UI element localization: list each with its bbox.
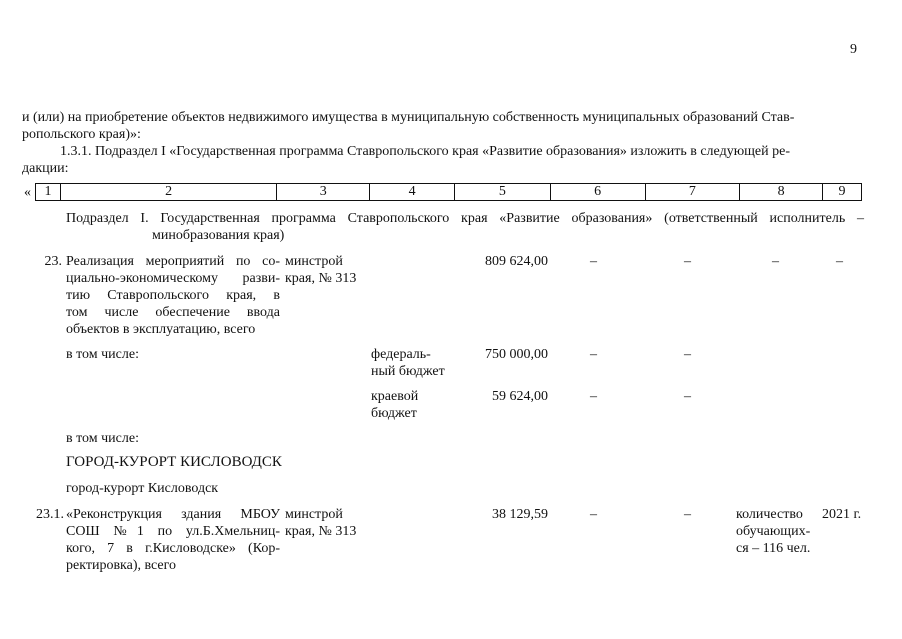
row-23-col6: –: [590, 254, 597, 269]
column-number-8: 8: [740, 184, 823, 200]
column-number-6: 6: [551, 184, 646, 200]
row-23-1-name-line-4: ректировка), всего: [66, 558, 177, 573]
federal-source-line-2: ный бюджет: [371, 364, 445, 379]
subsection-title-line-1: Подраздел I. Государственная программа Ставропольского края «Развитие образования» (ответственный исполнитель –: [66, 211, 864, 226]
row-23-executor: [285, 253, 369, 287]
subsection-title-line-2: минобразования края): [152, 228, 285, 243]
row-23-name-line-4: том числе обеспечение ввода: [66, 305, 280, 320]
regional-source-line-2: бюджет: [371, 406, 417, 421]
row-23-1-col6: –: [590, 507, 597, 522]
row-23-1-number: 23.1.: [36, 507, 64, 522]
column-number-1: 1: [36, 184, 61, 200]
column-number-9: 9: [838, 184, 846, 199]
table-open-quote: «: [24, 185, 31, 200]
row-23-1-indicator-line-3: ся – 116 чел.: [736, 541, 811, 556]
regional-col7: –: [684, 389, 691, 404]
row-23-name-line-2: циально-экономическому разви-: [66, 271, 280, 286]
row-23-1-executor: [285, 506, 369, 540]
column-number-header: [35, 183, 862, 201]
intro-line-1: и (или) на приобретение объектов недвижимого имущества в муниципальную собственность муниципальных образований Став-: [22, 110, 795, 125]
column-number-7: 7: [646, 184, 741, 200]
row-23-col9: –: [836, 254, 843, 269]
federal-col6: –: [590, 347, 597, 362]
row-23-1-indicator-line-1: количество: [736, 507, 803, 522]
column-number-3: 3: [277, 184, 370, 200]
federal-amount: 750 000,00: [485, 347, 548, 362]
row-23-name-line-5: объектов в эксплуатацию, всего: [66, 322, 256, 337]
intro-line-4: дакции:: [22, 161, 69, 176]
row-23-1-amount: 38 129,59: [492, 507, 548, 522]
row-23-name-line-1: Реализация мероприятий по со-: [66, 254, 280, 269]
city-heading: город-курорт Кисловодск: [66, 481, 219, 496]
column-number-2: 2: [61, 184, 277, 200]
column-number-5: 5: [455, 184, 551, 200]
regional-source-line-1: краевой: [371, 389, 419, 404]
row-23-1-indicator-line-2: обучающих-: [736, 524, 811, 539]
including-label-2: в том числе:: [66, 431, 139, 446]
row-23-executor-line-2: края, № 313: [285, 271, 357, 286]
regional-col6: –: [590, 389, 597, 404]
row-23-name-line-3: тию Ставропольского края, в: [66, 288, 280, 303]
row-23-amount: 809 624,00: [485, 254, 548, 269]
row-23-1-name-line-1: «Реконструкция здания МБОУ: [66, 507, 280, 522]
row-23-name: [66, 253, 280, 338]
column-number-4: 4: [370, 184, 455, 200]
row-23-number: 23.: [44, 254, 62, 269]
row-23-1-name-line-3: кого, 7 в г.Кисловодске» (Кор-: [66, 541, 280, 556]
row-23-col7: –: [684, 254, 691, 269]
row-23-1-indicator: [736, 506, 820, 557]
including-label-1: в том числе:: [66, 347, 139, 362]
row-23-1-executor-line-2: края, № 313: [285, 524, 357, 539]
row-23-1-name-line-2: СОШ №1 по ул.Б.Хмельниц-: [66, 524, 280, 539]
federal-source-line-1: федераль-: [371, 347, 431, 362]
city-heading-upper: ГОРОД-КУРОРТ КИСЛОВОДСК: [66, 454, 282, 470]
row-23-1-year: 2021 г.: [822, 507, 862, 522]
row-23-executor-line-1: минстрой: [285, 254, 343, 269]
row-23-col8: –: [772, 254, 779, 269]
row-23-1-executor-line-1: минстрой: [285, 507, 343, 522]
row-23-1-name: [66, 506, 280, 574]
regional-amount: 59 624,00: [492, 389, 548, 404]
regional-budget-source: [371, 388, 455, 422]
row-23-1-col7: –: [684, 507, 691, 522]
federal-col7: –: [684, 347, 691, 362]
federal-budget-source: [371, 346, 455, 380]
page-number: 9: [850, 42, 857, 57]
intro-line-3: 1.3.1. Подраздел I «Государственная программа Ставропольского края «Развитие образования» изложить в следующей ре-: [60, 144, 791, 159]
intro-line-2: ропольского края)»:: [22, 127, 141, 142]
